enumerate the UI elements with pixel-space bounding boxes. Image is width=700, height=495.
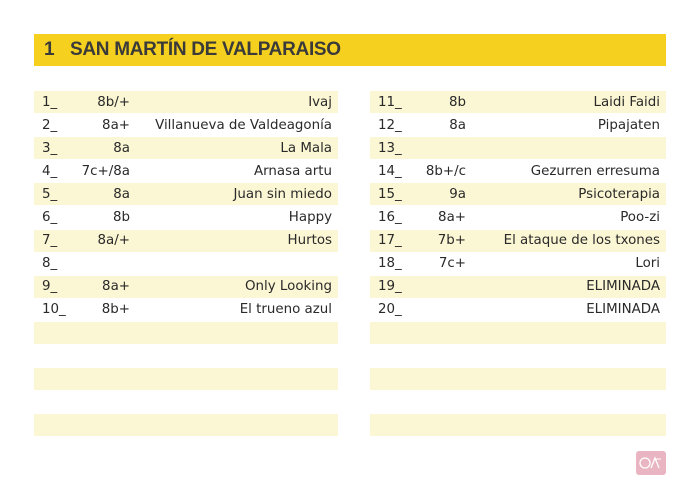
route-row bbox=[34, 114, 338, 136]
club-logo-icon bbox=[636, 451, 666, 475]
route-grade: 7b+ bbox=[437, 233, 466, 249]
route-grade: 8a bbox=[113, 186, 130, 202]
route-number: 18_ bbox=[378, 256, 402, 272]
empty-row bbox=[34, 368, 338, 390]
route-name: ELIMINADA bbox=[586, 279, 660, 295]
empty-row bbox=[370, 322, 666, 344]
route-name: Gezurren erresuma bbox=[530, 163, 660, 179]
empty-row bbox=[370, 414, 666, 436]
route-number: 4_ bbox=[42, 163, 58, 179]
route-grade: 7c+ bbox=[438, 256, 466, 272]
route-number: 1_ bbox=[42, 94, 58, 110]
route-number: 11_ bbox=[378, 94, 402, 110]
route-row bbox=[370, 206, 666, 228]
route-name: Only Looking bbox=[245, 279, 332, 295]
route-grade: 8a bbox=[113, 140, 130, 156]
route-grade: 8b bbox=[448, 94, 466, 110]
route-row bbox=[370, 91, 666, 113]
route-name: Villanueva de Valdeagonía bbox=[155, 117, 332, 133]
route-number: 8_ bbox=[42, 256, 58, 272]
route-grade: 9a bbox=[449, 186, 466, 202]
route-name: Lori bbox=[635, 256, 660, 272]
route-row bbox=[34, 230, 338, 252]
title-text: SAN MARTÍN DE VALPARAISO bbox=[70, 39, 341, 60]
route-row bbox=[370, 230, 666, 252]
route-name: Arnasa artu bbox=[253, 163, 332, 179]
route-list-right bbox=[370, 91, 666, 437]
route-number: 16_ bbox=[378, 209, 402, 225]
route-row bbox=[34, 276, 338, 298]
route-grade: 8a+ bbox=[102, 117, 130, 133]
route-name: Ivaj bbox=[308, 94, 332, 110]
route-row bbox=[34, 160, 338, 182]
route-grade: 8b bbox=[112, 209, 130, 225]
route-row bbox=[34, 206, 338, 228]
route-name: Pipajaten bbox=[597, 117, 660, 133]
empty-row bbox=[34, 414, 338, 436]
empty-row bbox=[370, 345, 666, 367]
route-grade: 7c+/8a bbox=[81, 163, 130, 179]
route-number: 10_ bbox=[42, 302, 66, 318]
empty-row bbox=[34, 391, 338, 413]
route-number: 5_ bbox=[42, 186, 58, 202]
title-number: 1 bbox=[44, 39, 55, 60]
route-name: El trueno azul bbox=[239, 302, 332, 318]
route-grade: 8a bbox=[449, 117, 466, 133]
route-number: 15_ bbox=[378, 186, 402, 202]
route-row bbox=[34, 299, 338, 321]
route-row bbox=[34, 91, 338, 113]
route-name: Laidi Faidi bbox=[593, 94, 660, 110]
route-row bbox=[370, 276, 666, 298]
route-list-left bbox=[34, 91, 338, 437]
route-name: Happy bbox=[288, 209, 332, 225]
route-row bbox=[370, 137, 666, 159]
route-number: 3_ bbox=[42, 140, 58, 156]
route-name: Psicoterapia bbox=[578, 186, 660, 202]
empty-row bbox=[370, 368, 666, 390]
route-number: 12_ bbox=[378, 117, 402, 133]
route-grade: 8a+ bbox=[102, 279, 130, 295]
route-number: 17_ bbox=[378, 233, 402, 249]
route-name: El ataque de los txones bbox=[503, 233, 660, 249]
route-grade: 8a+ bbox=[438, 209, 466, 225]
route-number: 9_ bbox=[42, 279, 58, 295]
empty-row bbox=[34, 345, 338, 367]
route-name: ELIMINADA bbox=[586, 302, 660, 318]
route-name: Juan sin miedo bbox=[233, 186, 332, 202]
route-row bbox=[34, 183, 338, 205]
route-number: 13_ bbox=[378, 140, 402, 156]
route-grade: 8b+ bbox=[101, 302, 130, 318]
route-number: 19_ bbox=[378, 279, 402, 295]
route-number: 14_ bbox=[378, 163, 402, 179]
empty-row bbox=[34, 322, 338, 344]
route-row bbox=[370, 160, 666, 182]
route-number: 7_ bbox=[42, 233, 58, 249]
route-row bbox=[370, 183, 666, 205]
page-title bbox=[34, 34, 666, 66]
route-name: Hurtos bbox=[287, 233, 332, 249]
route-row bbox=[370, 114, 666, 136]
route-name: La Mala bbox=[280, 140, 332, 156]
route-name: Poo-zi bbox=[620, 209, 660, 225]
route-row bbox=[34, 253, 338, 275]
route-grade: 8b+/c bbox=[425, 163, 466, 179]
route-row bbox=[370, 253, 666, 275]
route-number: 6_ bbox=[42, 209, 58, 225]
route-row bbox=[34, 137, 338, 159]
route-number: 20_ bbox=[378, 302, 402, 318]
empty-row bbox=[370, 391, 666, 413]
route-number: 2_ bbox=[42, 117, 58, 133]
route-grade: 8a/+ bbox=[97, 233, 130, 249]
route-grade: 8b/+ bbox=[97, 94, 130, 110]
route-row bbox=[370, 299, 666, 321]
